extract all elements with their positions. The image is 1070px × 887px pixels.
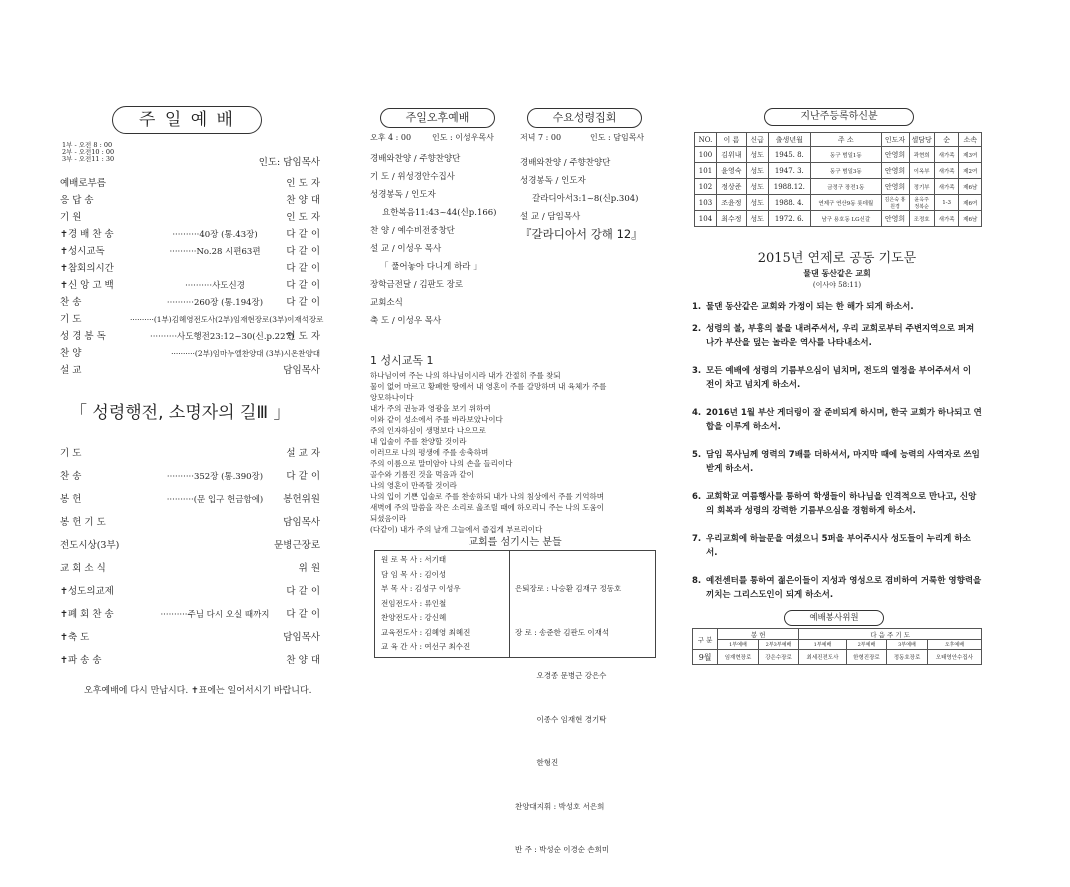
order-item: 설 교 담임목사 [60, 365, 320, 376]
sunday-worship-title: 주 일 예 배 [112, 106, 262, 134]
order-item: ✝파 송 송 찬 양 대 [60, 655, 320, 666]
responsive-reading-title: 1 성시교독 1 [370, 354, 434, 367]
pm-line: 교회소식 [370, 298, 403, 308]
reading-line: 물이 없어 마르고 황폐한 땅에서 내 영혼이 주를 갈망하며 내 육체가 주를 [370, 382, 607, 391]
reading-line: 나의 입이 기쁜 입술로 주를 찬송하되 내가 나의 침상에서 주를 기억하며 [370, 492, 604, 501]
table-row: 104 최수정 성도 1972. 6. 남구 용호동 LG신갈 안영희 조정호 새가족 제6남 [695, 211, 982, 227]
order-item: 예배로부름 인 도 자 [60, 178, 320, 189]
reading-line: 하나님이여 주는 나의 하나님이시라 내가 간절히 주를 찾되 [370, 371, 561, 380]
pm-line: 기 도 / 위성경안수집사 [370, 172, 455, 182]
pm-line: 장학금전달 / 김판도 장로 [370, 280, 464, 290]
reading-line: 주의 인자하심이 생명보다 나으므로 [370, 426, 486, 435]
order-item: 기 도 설 교 자 [60, 448, 320, 459]
reading-line: 이러므로 나의 평생에 주를 송축하며 [370, 448, 489, 457]
wednesday-time: 저녁 7 : 00 [520, 133, 562, 142]
order-item: 전도시상(3부) 문병근장로 [60, 540, 320, 551]
sermon-title: 「 성령행전, 소명자의 길Ⅲ 」 [70, 403, 291, 423]
staff-right-list: 은퇴장로 : 나승환 김재구 정동호 장 로 : 송준한 김판도 이재석 오경종 문병근 강은수 이종수 임재현 경기탁 한형진 찬양대지휘 : 박성호 서은희 반 주 : 박성순 이경순 손희미 [515, 584, 622, 854]
worship-footer-note: 오후예배에 다시 만납시다. ✝표에는 일어서시기 바랍니다. [84, 686, 312, 696]
order-item: ✝경 배 찬 송 ··········40장 (통.43장) 다 같 이 [60, 229, 320, 240]
order-item: 찬 양 ··········(2부)임마누엘찬양대 (3부)시온찬양대 [60, 348, 320, 359]
reading-line: 앙모하나이다 [370, 393, 414, 402]
pm-line: 설 교 / 이성우 목사 [370, 244, 442, 254]
afternoon-worship-title: 주일오후예배 [380, 108, 495, 128]
reading-line: 내가 주의 권능과 영광을 보기 위하여 [370, 404, 491, 413]
reading-line: 골수와 기름진 것을 먹음과 같이 [370, 470, 474, 479]
newcomers-table [694, 132, 982, 227]
wednesday-leader: 인도 : 담임목사 [590, 133, 645, 142]
staff-divider [509, 551, 510, 657]
table-row: 101 윤영숙 성도 1947. 3. 동구 범일3동 안영희 이옥부 새가족 제2여 [695, 163, 982, 179]
prayer-verse: (이사야 58:11) [812, 281, 862, 289]
order-item: 교 회 소 식 위 원 [60, 563, 320, 574]
reading-line: 새벽에 주의 말씀을 작은 소리로 읊조릴 때에 하오리니 주는 나의 도움이 [370, 503, 604, 512]
order-of-worship [60, 176, 324, 384]
order-item: ✝축 도 담임목사 [60, 632, 320, 643]
order-item: 봉 헌 기 도 담임목사 [60, 517, 320, 528]
pm-line: 성경봉독 / 인도자 [370, 190, 436, 200]
order-item: 기 원 인 도 자 [60, 212, 320, 223]
prayer-title: 2015년 연제로 공동 기도문 [757, 251, 917, 266]
reading-line: 내 입술이 주를 찬양할 것이라 [370, 437, 467, 446]
service-committee-title: 예배봉사위원 [784, 610, 884, 626]
table-header-row: 1부예배 2부3부예배 1부예배 2부예배 3부예배 오후예배 [693, 640, 982, 650]
church-staff-title: 교회를 섬기시는 분들 [468, 537, 562, 548]
prayer-list: 1. 물댄 동산같은 교회와 가정이 되는 한 해가 되게 하소서. 2. 성령의 불, 부흥의 불을 내려주셔서, 우리 교회로부터 주변지역으로 퍼져나가 부산을 덮는 놀라운 역사를 나타내소서. 3. 모든 예배에 성령의 기름부으심이 넘치며, 전도의 열정을 부어주셔서 이 전이 차고 넘치게 하소서. 4. 2016년 1월 부산 게더링이 잘 준비되게 하시며, 한국 교회가 하나되고 연합을 이루게 하소서. 5. 담임 목사님께 영력의 7배를 더하셔서, 마지막 때에 능력의 사역자로 쓰임 받게 하소서. 6. 교회학교 여름행사를 통하여 학생들이 하나님을 인격적으로 만나고, 신앙의 회복과 성령의 강력한 기름부으심을 경험하게 하소서. 7. 우리교회에 하늘문을 여셨으니 5퍼을 부어주시사 성도들이 누리게 하소서. 8. 예전센터를 통하여 젊은이들이 지성과 영성으로 겸비하여 거룩한 영향력을 끼치는 그리스도인이 되게 하소서. [692, 302, 982, 600]
order-item: ✝성도의교제 다 같 이 [60, 586, 320, 597]
wed-line: 갈라디아서3:1~8(신p.304) [532, 194, 639, 204]
staff-left-list: 원 로 목 사 : 서기태 담 임 목 사 : 김이성 부 목 사 : 김성구 이성우 전임전도사 : 류인철 찬양전도사 : 강신혜 교육전도사 : 김혜영 최혜진 교 육 간 사 : 여선구 최수진 [381, 555, 471, 651]
reading-line: (다같이) 내가 주의 날개 그늘에서 즐겁게 부르리이다 [370, 525, 543, 534]
pm-sermon-title: 「 풀어놓아 다니게 하라 」 [380, 262, 482, 272]
pm-line: 경배와찬양 / 주향찬양단 [370, 154, 461, 164]
worship-leader: 인도: 담임목사 [258, 157, 320, 168]
order-item: 기 도 ··········(1부)김혜영전도사(2부)임재현장로(3부)이재석장로 [60, 314, 324, 325]
service-committee-table [692, 628, 982, 665]
pm-line: 축 도 / 이성우 목사 [370, 316, 442, 326]
order-of-worship-2 [60, 446, 320, 666]
table-row: 102 정상준 성도 1988.12. 금정구 장전1동 안영희 정기부 새가족 제6남 [695, 179, 982, 195]
newcomers-title: 지난주등록하신분 [764, 108, 914, 126]
table-header-row: 구 분 봉 헌 다 음 주 기 도 [693, 629, 982, 640]
wed-line: 성경봉독 / 인도자 [520, 176, 586, 186]
reading-line: 되셨음이라 [370, 514, 407, 523]
church-staff-box [374, 550, 656, 854]
service-times: 1부 - 오전 8 : 00 2부 - 오전10 : 00 3부 - 오전11 : 30 [62, 141, 115, 163]
reading-line: 나의 영혼이 만족할 것이라 [370, 481, 457, 490]
prayer-subtitle: 물댄 동산같은 교회 [803, 269, 871, 278]
order-item: 봉 헌 ··········(문 입구 헌금함에) 봉헌위원 [60, 494, 320, 505]
reading-line: 이와 같이 성소에서 주를 바라보았나이다 [370, 415, 503, 424]
wednesday-service-title: 수요성령집회 [527, 108, 642, 128]
order-item: ✝폐 회 찬 송 ··········주님 다시 오실 때까지 다 같 이 [60, 609, 320, 620]
order-item: 찬 송 ··········260장 (통.194장) 다 같 이 [60, 297, 320, 308]
order-item: 성 경 봉 독 ··········사도행전23:12~30(신.p.227) 인 도 자 [60, 331, 320, 342]
order-item: 응 답 송 찬 양 대 [60, 195, 320, 206]
wednesday-sermon-title: 『갈라디아서 강해 12』 [520, 227, 643, 241]
table-row: 103 조윤정 성도 1988. 4. 연제구 연산9동 롯데월 김은숙 홍원경 윤옥주 정복순 1-3 제6여 [695, 195, 982, 211]
order-item: ✝성시교독 ··········No.28 시편63편 다 같 이 [60, 246, 320, 257]
wed-line: 경배와찬양 / 주향찬양단 [520, 158, 611, 168]
pm-line: 찬 양 / 예수비전중창단 [370, 226, 455, 236]
order-item: ✝신 앙 고 백 ··········사도신경 다 같 이 [60, 280, 320, 291]
afternoon-time: 오후 4 : 00 [370, 133, 412, 142]
table-header-row: NO. 이 름 신급 출생년월 주 소 인도자 셀담당 순 소속 [695, 133, 982, 147]
table-row: 9월 임재현장로 강은수장로 최세진전도사 한형진장로 정동호장로 오태영안수집사 [693, 650, 982, 665]
pm-line: 요한복음11:43~44(신p.166) [382, 208, 497, 218]
table-row: 100 김위내 성도 1945. 8. 동구 범일1동 안영희 곽현희 새가족 제3여 [695, 147, 982, 163]
reading-line: 주의 이름으로 말미암아 나의 손을 들리이다 [370, 459, 513, 468]
order-item: ✝참회의시간 다 같 이 [60, 263, 320, 274]
wed-line: 설 교 / 담임목사 [520, 212, 581, 222]
order-item: 찬 송 ··········352장 (통.390장) 다 같 이 [60, 471, 320, 482]
afternoon-leader: 인도 : 이성우목사 [432, 133, 494, 142]
